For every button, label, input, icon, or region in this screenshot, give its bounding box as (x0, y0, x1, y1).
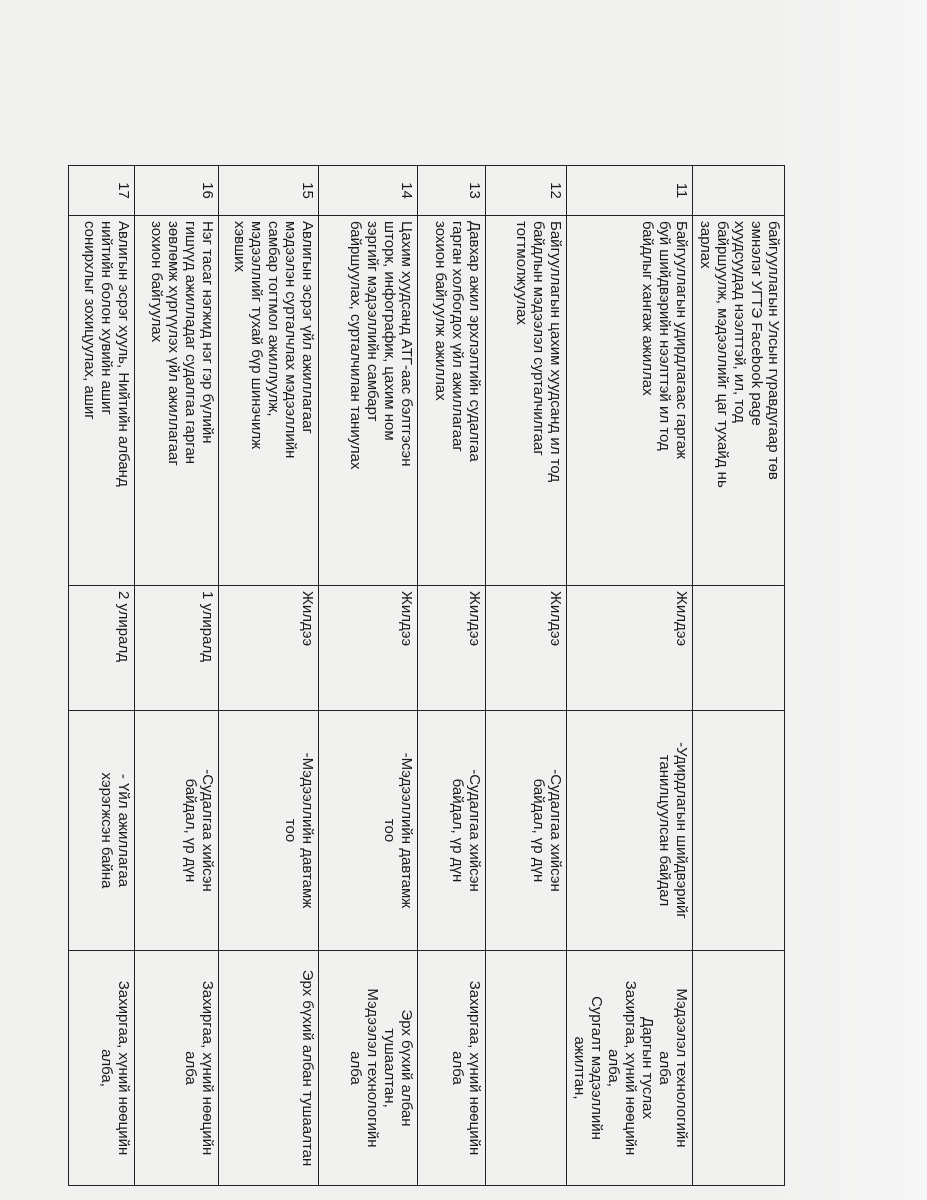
action-plan-table (68, 165, 785, 1186)
action-text-line: сонирхлыг зохицуулах, ашиг (81, 221, 99, 420)
row-number: 13 (465, 182, 483, 199)
table-row (218, 166, 318, 1186)
row-number: 14 (398, 182, 416, 199)
indicator-cell (418, 711, 485, 951)
timeframe-cell (485, 586, 566, 711)
action-text-line: зохион байгуулж ажиллах (431, 221, 449, 401)
action-text-line: Авлигын эсрэг үйл ажиллагааг (298, 221, 316, 434)
responsible-cell (693, 951, 785, 1186)
row-number: 11 (673, 182, 691, 199)
timeframe-text: 2 улиралд (115, 591, 133, 663)
responsible-text-line: алба, (98, 1049, 116, 1087)
indicator-text-line: -Судалгаа хийсэн (198, 769, 216, 892)
action-text-line: байдлыг хангаж ажиллах (639, 221, 657, 396)
responsible-text-line: Даргын туслах (639, 1016, 657, 1119)
action-text-line: зарлах (697, 221, 714, 269)
indicator-cell (318, 711, 418, 951)
row-number-cell (567, 166, 693, 216)
action-text-line: Цахим хуудсанд АТГ-аас бэлтгэсэн (398, 221, 416, 467)
table-row (485, 166, 566, 1186)
timeframe-cell (693, 586, 785, 711)
indicator-text-line: -Судалгаа хийсэн (465, 769, 483, 892)
action-text-line: хэвших (230, 221, 248, 273)
indicator-cell (567, 711, 693, 951)
timeframe-text: Жилдээ (547, 591, 565, 647)
responsible-cell (69, 951, 135, 1186)
indicator-text-line: байдал, үр дүн (530, 778, 548, 883)
indicator-text-line: -Мэдээллийн давтамж (398, 752, 416, 909)
action-text-line: зэргийг мэдээллийн самбарт (364, 221, 382, 422)
responsible-text-line: алба (448, 1051, 466, 1085)
indicator-cell (218, 711, 318, 951)
indicator-text-line: хэрэгжсэн байна (98, 772, 116, 889)
responsible-text-line: тушаалтан, (381, 1028, 399, 1108)
action-text-line: Авлигын эсрэг хууль, Нийтийн албанд (115, 221, 133, 487)
row-number: 16 (198, 182, 216, 199)
responsible-text-line: алба, (605, 1049, 623, 1087)
responsible-text-line: Сургалт мэдээллийн (588, 996, 606, 1140)
responsible-cell (318, 951, 418, 1186)
responsible-cell (567, 951, 693, 1186)
responsible-cell (418, 951, 485, 1186)
row-number: 15 (298, 182, 316, 199)
action-text-line: самбар тогтмол ажиллуулж, (264, 221, 282, 417)
row-number-cell (218, 166, 318, 216)
responsible-text-line: алба (656, 1051, 674, 1085)
action-text-line: тогтмолжуулах (513, 221, 531, 325)
indicator-text-line: тоо (381, 818, 399, 843)
action-text-line: буй шийдвэрийн нээлттэй ил тод (656, 221, 674, 451)
table-row (567, 166, 693, 1186)
timeframe-cell (318, 586, 418, 711)
action-text-line: мэдээллийг тухай бүр шинэчилж (247, 221, 265, 450)
responsible-text-line: ажилтан, (571, 1036, 589, 1100)
responsible-cell (218, 951, 318, 1186)
indicator-cell (135, 711, 219, 951)
action-cell (485, 216, 566, 586)
action-text-line: Нэг тасаг нэгжид нэг гэр бүлийн (198, 221, 216, 444)
indicator-cell (485, 711, 566, 951)
row-number: 17 (115, 182, 133, 199)
row-number-cell (418, 166, 485, 216)
table-row (418, 166, 485, 1186)
action-text-line: Байгууллагын удирдлагаас гаргаж (673, 221, 691, 460)
responsible-cell (485, 951, 566, 1186)
indicator-text-line: байдал, үр дүн (448, 778, 466, 883)
action-text-line: байршуулж, мэдээллийг цаг тухайд нь (714, 221, 731, 488)
timeframe-text: 1 улиралд (198, 591, 216, 663)
action-text-line: гишүүд ажилладаг судалгаа гарган (181, 221, 199, 465)
action-text-line: байгууллагын Улсын гүравдугаар төв (765, 221, 782, 480)
indicator-text-line: байдал, үр дүн (181, 778, 199, 883)
responsible-text-line: Захиргаа, хүний нөөцийн (465, 980, 483, 1156)
responsible-text-line: Захиргаа, хүний нөөцийн (622, 980, 640, 1156)
table-row (135, 166, 219, 1186)
indicator-text-line: -Судалгаа хийсэн (547, 769, 565, 892)
row-number: 12 (547, 182, 565, 199)
responsible-text-line: Эрх бүхий албан тушаалтан (298, 969, 316, 1167)
row-number-cell (69, 166, 135, 216)
timeframe-cell (567, 586, 693, 711)
action-cell (69, 216, 135, 586)
table-row (318, 166, 418, 1186)
action-cell (135, 216, 219, 586)
timeframe-text: Жилдээ (465, 591, 483, 647)
action-cell (318, 216, 418, 586)
action-text-line: байдлын мэдээлэл сурталчилгааг (530, 221, 548, 456)
responsible-cell (135, 951, 219, 1186)
action-text-line: мэдээлэн сурталчлах мэдээллийн (281, 221, 299, 459)
table-row (69, 166, 135, 1186)
row-number-cell (135, 166, 219, 216)
responsible-text-line: Мэдээлэл технологийн (673, 988, 691, 1148)
action-text-line: хуудсуудад нээлттэй, ил, тод (731, 221, 748, 423)
indicator-text-line: тоо (281, 818, 299, 843)
action-cell (418, 216, 485, 586)
indicator-cell (69, 711, 135, 951)
timeframe-cell (418, 586, 485, 711)
indicator-text-line: - Үйл ажиллагаа (115, 773, 133, 888)
action-text-line: шторк, инфографик, цахим ном (381, 221, 399, 441)
action-text-line: нийтийн болон хувийн ашиг (98, 221, 116, 415)
scan-background-edge (770, 0, 927, 1200)
indicator-text-line: -Удирдлагын шийдвэрийг (673, 742, 691, 919)
action-text-line: байршуулах, сурталчилан таниулах (347, 221, 365, 470)
row-number-cell (318, 166, 418, 216)
action-text-line: зөвлөмж хүргүүлэх үйл ажиллагааг (164, 221, 182, 466)
row-number-cell (485, 166, 566, 216)
timeframe-cell (135, 586, 219, 711)
action-cell (218, 216, 318, 586)
action-text-line: зохион байгуулах (147, 221, 165, 343)
action-cell (567, 216, 693, 586)
indicator-cell (693, 711, 785, 951)
action-text-line: гарган холбогдох үйл ажиллагааг (448, 221, 466, 452)
action-text-line: эмнэлэг УГТЭ Facebook page (748, 221, 765, 426)
timeframe-cell (218, 586, 318, 711)
timeframe-cell (69, 586, 135, 711)
indicator-text-line: -Мэдээллийн давтамж (298, 752, 316, 909)
action-text-line: Давхар ажил эрхлэлтийн судалгаа (465, 221, 483, 462)
responsible-text-line: Захиргаа, хүний нөөцийн (198, 980, 216, 1156)
timeframe-text: Жилдээ (298, 591, 316, 647)
action-cell (693, 216, 785, 586)
responsible-text-line: Мэдээлэл технологийн (364, 988, 382, 1148)
indicator-text-line: танилцуулсан байдал (656, 754, 674, 907)
action-text-line: Байгууллагын цахим хуудсанд ил тод (547, 221, 565, 483)
responsible-text-line: алба (347, 1051, 365, 1085)
row-number-cell (693, 166, 785, 216)
timeframe-text: Жилдээ (673, 591, 691, 647)
responsible-text-line: Захиргаа, хүний нөөцийн (115, 980, 133, 1156)
responsible-text-line: алба (181, 1051, 199, 1085)
rotated-page-content (68, 165, 785, 1185)
timeframe-text: Жилдээ (398, 591, 416, 647)
responsible-text-line: Эрх бүхий албан (398, 1009, 416, 1127)
table-body (69, 166, 785, 1186)
table-row (693, 166, 785, 1186)
